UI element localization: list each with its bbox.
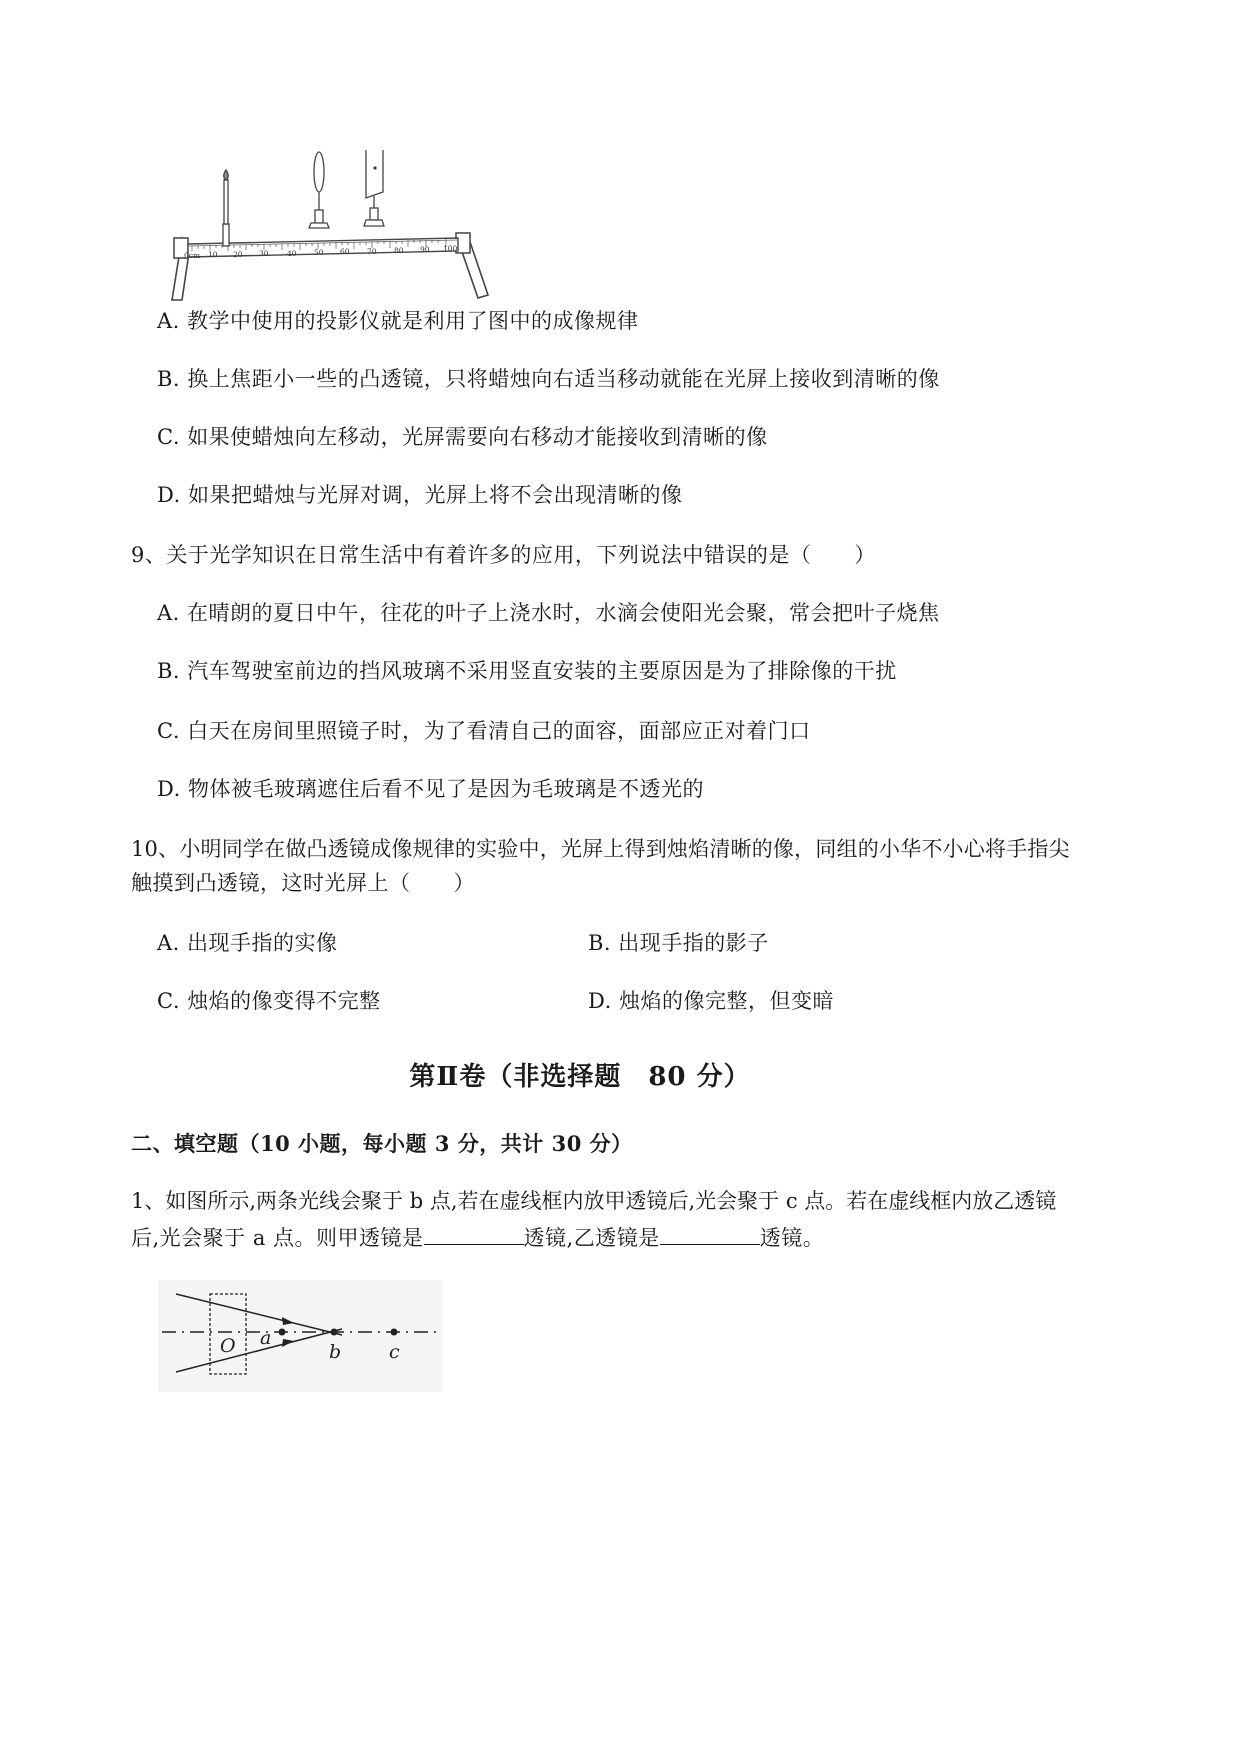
option-letter: B. <box>157 659 181 683</box>
option-text: 换上焦距小一些的凸透镜，只将蜡烛向右适当移动就能在光屏上接收到清晰的像 <box>187 367 940 391</box>
tick-label: 40 <box>287 249 297 258</box>
fill1-line1: 1、如图所示,两条光线会聚于 b 点,若在虚线框内放甲透镜后,光会聚于 c 点。若在虚线框内放乙透镜 <box>131 1189 1057 1213</box>
q10-option-a <box>157 928 338 958</box>
light-screen <box>364 150 384 226</box>
tick-label: 80 <box>394 246 404 255</box>
convex-lens <box>309 152 329 228</box>
tick-label: 70 <box>367 247 377 256</box>
fill1-line2 <box>131 1222 824 1253</box>
q9-option-d <box>157 774 704 804</box>
q8-option-b <box>157 364 940 394</box>
tick-label: 100 <box>443 244 458 253</box>
part-title: 二、填空题（10 小题，每小题 3 分，共计 30 分） <box>131 1131 633 1156</box>
option-letter: D. <box>157 483 181 507</box>
option-letter: A. <box>157 601 180 625</box>
q9-stem: 9、关于光学知识在日常生活中有着许多的应用，下列说法中错误的是（ ） <box>131 543 876 567</box>
option-letter: C. <box>157 425 180 449</box>
tick-label: 50 <box>314 248 324 257</box>
q8-option-d <box>157 480 682 510</box>
fill1-text-c: 透镜。 <box>759 1226 825 1250</box>
optical-bench-figure <box>170 150 550 305</box>
label-O: O <box>220 1335 236 1357</box>
section-title: 第Ⅱ卷（非选择题 80 分） <box>409 1062 751 1092</box>
point-b <box>331 1329 338 1336</box>
tick-label: 20 <box>233 250 243 259</box>
option-text: 物体被毛玻璃遮住后看不见了是因为毛玻璃是不透光的 <box>187 777 704 801</box>
tick-label: 90 <box>420 245 430 254</box>
option-text: 白天在房间里照镜子时，为了看清自己的面容，面部应正对着门口 <box>187 719 811 743</box>
fill1-text-a: 后,光会聚于 a 点。则甲透镜是 <box>131 1226 424 1250</box>
q9-option-c <box>157 716 811 746</box>
label-c: c <box>389 1341 400 1363</box>
label-b: b <box>329 1341 342 1363</box>
answer-blank-2[interactable] <box>660 1222 760 1245</box>
q10-option-c <box>157 986 381 1016</box>
option-text: 出现手指的影子 <box>618 931 769 955</box>
option-text: 出现手指的实像 <box>187 931 338 955</box>
option-text: 烛焰的像变得不完整 <box>187 989 381 1013</box>
option-letter: B. <box>588 931 612 955</box>
q10-stem-line2: 触摸到凸透镜，这时光屏上（ ） <box>131 871 475 895</box>
option-letter: C. <box>157 719 180 743</box>
option-text: 烛焰的像完整，但变暗 <box>618 989 834 1013</box>
option-text: 如果使蜡烛向左移动，光屏需要向右移动才能接收到清晰的像 <box>187 425 768 449</box>
option-text: 如果把蜡烛与光屏对调，光屏上将不会出现清晰的像 <box>187 483 683 507</box>
fill1-text-b: 透镜,乙透镜是 <box>523 1226 660 1250</box>
option-letter: B. <box>157 367 181 391</box>
option-letter: A. <box>157 309 180 333</box>
q10-option-b <box>588 928 769 958</box>
converging-rays-figure <box>158 1280 443 1392</box>
option-letter: A. <box>157 931 180 955</box>
q10-stem-line1: 10、小明同学在做凸透镜成像规律的实验中，光屏上得到烛焰清晰的像，同组的小华不小心将手指尖 <box>131 837 1070 861</box>
tick-label: 60 <box>340 247 350 256</box>
answer-blank-1[interactable] <box>424 1222 524 1245</box>
q8-option-a <box>157 306 639 336</box>
point-c <box>391 1329 398 1336</box>
q9-option-b <box>157 656 897 686</box>
option-letter: D. <box>157 777 181 801</box>
option-letter: D. <box>588 989 612 1013</box>
point-a <box>279 1329 286 1336</box>
q8-option-c <box>157 422 768 452</box>
label-a: a <box>260 1327 272 1349</box>
tick-label: 0cm <box>184 251 201 260</box>
tick-label: 10 <box>208 250 218 259</box>
option-text: 在晴朗的夏日中午，往花的叶子上浇水时，水滴会使阳光会聚，常会把叶子烧焦 <box>187 601 940 625</box>
candle <box>223 170 229 246</box>
q10-option-d <box>588 986 834 1016</box>
q9-option-a <box>157 598 940 628</box>
option-letter: C. <box>157 989 180 1013</box>
tick-label: 30 <box>259 249 269 258</box>
option-text: 汽车驾驶室前边的挡风玻璃不采用竖直安装的主要原因是为了排除像的干扰 <box>187 659 897 683</box>
option-text: 教学中使用的投影仪就是利用了图中的成像规律 <box>187 309 639 333</box>
